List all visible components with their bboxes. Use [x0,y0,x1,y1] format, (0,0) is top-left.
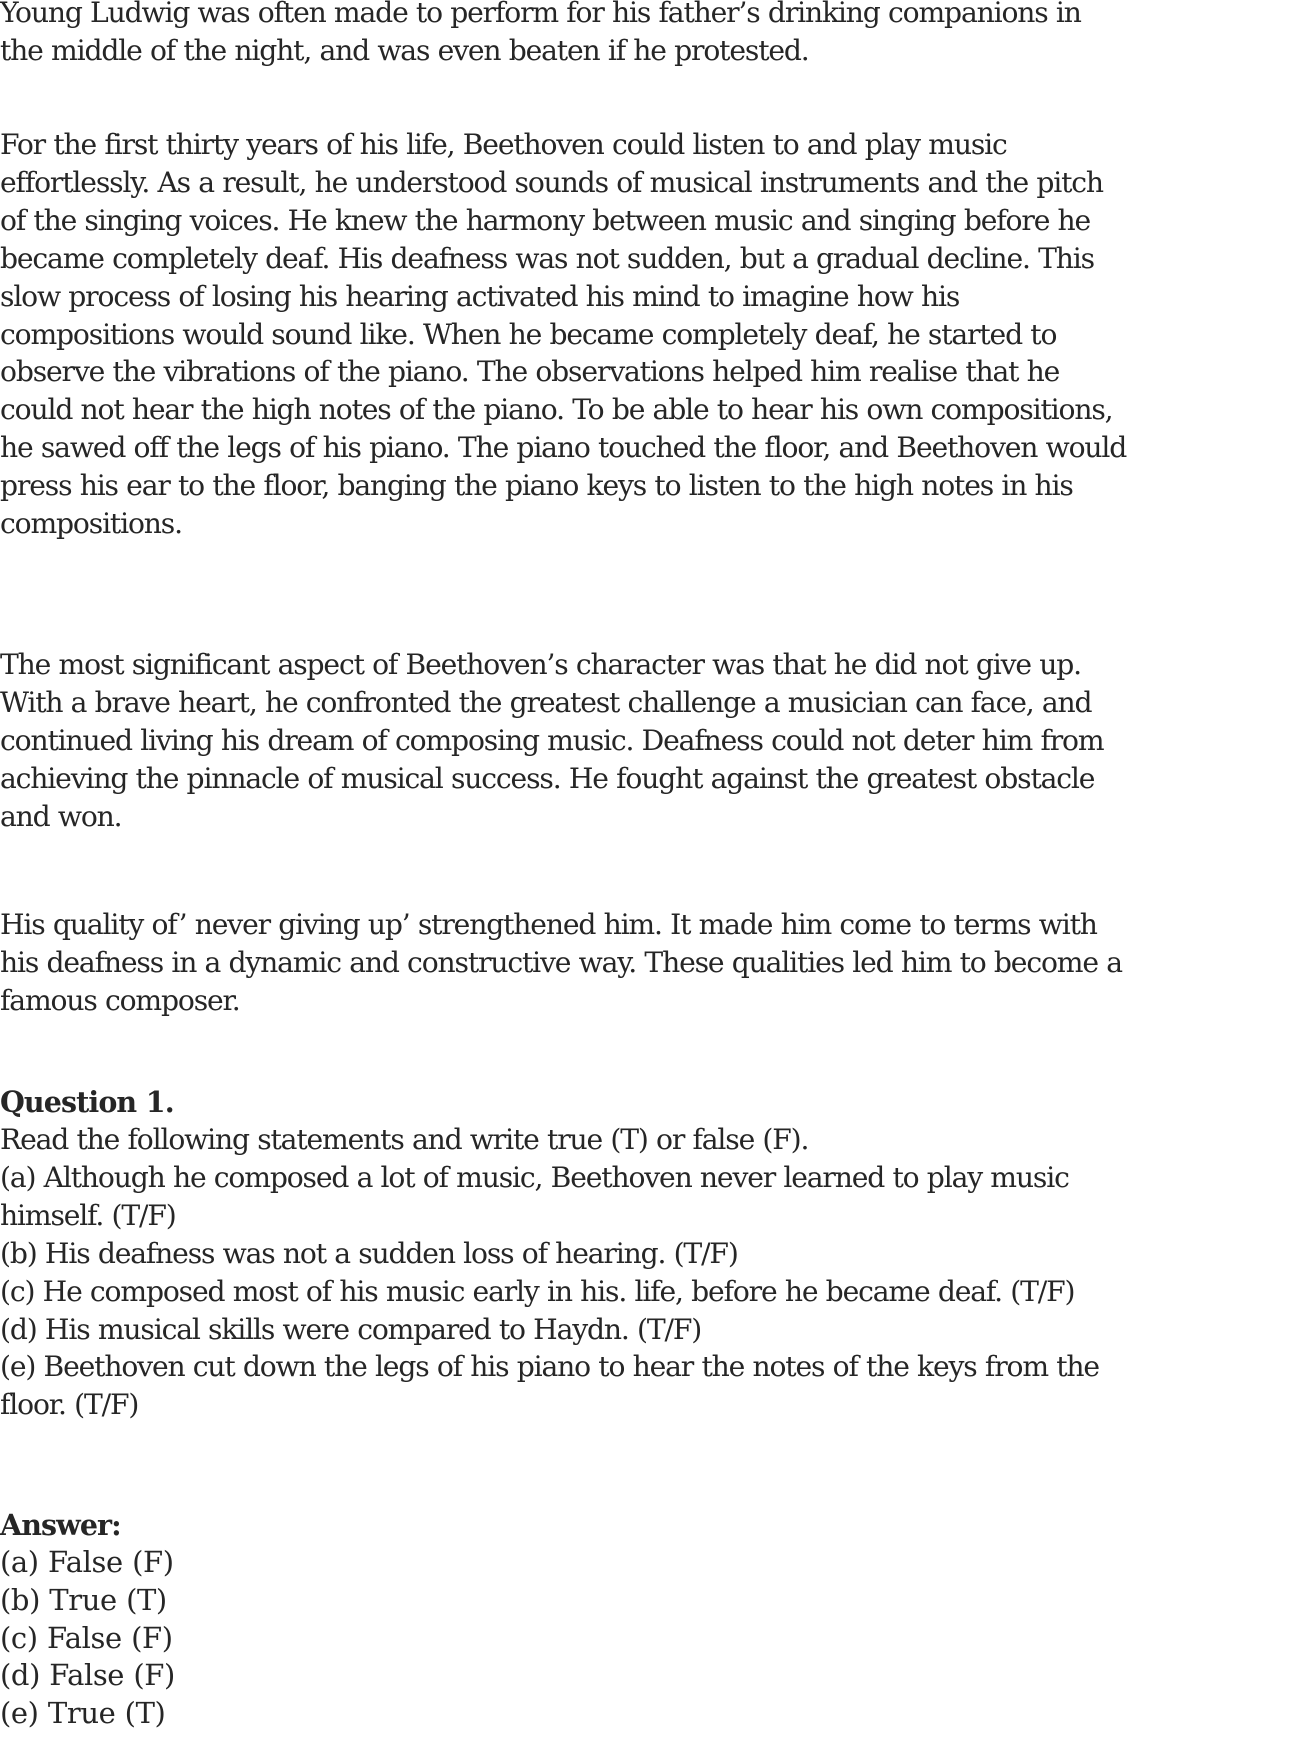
text-line: His quality of’ never giving up’ strengthened him. It made him come to terms with [0,908,1097,941]
question-statement-line: (d) His musical skills were compared to Haydn. (T/F) [0,1312,702,1346]
question-statement-line: (b) His deafness was not a sudden loss of hearing. (T/F) [0,1236,738,1270]
answer-item: (b) True (T) [0,1582,167,1617]
passage-paragraph-1 [0,0,1081,70]
text-line: continued living his dream of composing music. Deafness could not deter him from [0,723,1104,757]
question-section [0,1083,1099,1424]
text-line: effortlessly. As a result, he understood sounds of musical instruments and the pitch [0,165,1103,199]
text-line: compositions would sound like. When he became completely deaf, he started to [0,317,1057,351]
text-line: The most significant aspect of Beethoven’s character was that he did not give up. [0,648,1081,681]
question-statement-line: himself. (T/F) [0,1198,176,1232]
text-line: famous composer. [0,983,240,1017]
answer-item: (c) False (F) [0,1620,173,1655]
text-line: of the singing voices. He knew the harmony between music and singing before he [0,203,1091,237]
text-line: With a brave heart, he confronted the greatest challenge a musician can face, and [0,685,1092,719]
text-line: the middle of the night, and was even beaten if he protested. [0,33,809,67]
text-line: he sawed off the legs of his piano. The piano touched the floor, and Beethoven would [0,431,1127,465]
text-line: achieving the pinnacle of musical success. He fought against the greatest obstacle [0,761,1095,795]
text-line: became completely deaf. His deafness was not sudden, but a gradual decline. This [0,241,1094,275]
text-line: and won. [0,799,122,833]
text-line: his deafness in a dynamic and constructive way. These qualities led him to become a [0,945,1122,979]
answer-item: (e) True (T) [0,1696,166,1731]
answer-item: (d) False (F) [0,1658,175,1693]
answer-section [0,1506,175,1733]
question-statement-line: (a) Although he composed a lot of music, Beethoven never learned to play music [0,1160,1069,1194]
text-line: compositions. [0,507,182,541]
passage-paragraph-2 [0,126,1126,543]
text-line: For the first thirty years of his life, Beethoven could listen to and play music [0,128,1007,161]
question-statement-line: floor. (T/F) [0,1388,139,1422]
text-line: could not hear the high notes of the piano. To be able to hear his own compositions, [0,393,1113,427]
passage-paragraph-3 [0,646,1103,836]
passage-paragraph-4 [0,906,1122,1020]
question-instruction: Read the following statements and write true (T) or false (F). [0,1123,809,1156]
answer-item: (a) False (F) [0,1545,174,1579]
question-statement-line: (c) He composed most of his music early in his. life, before he became deaf. (T/F) [0,1274,1075,1308]
question-statement-line: (e) Beethoven cut down the legs of his piano to hear the notes of the keys from the [0,1350,1099,1384]
text-line: press his ear to the floor, banging the piano keys to listen to the high notes in his [0,469,1073,503]
answer-heading: Answer: [0,1508,121,1542]
question-heading: Question 1. [0,1085,174,1119]
text-line: Young Ludwig was often made to perform for his father’s drinking companions in [0,0,1081,29]
text-line: observe the vibrations of the piano. The observations helped him realise that he [0,355,1060,389]
text-line: slow process of losing his hearing activated his mind to imagine how his [0,279,960,313]
